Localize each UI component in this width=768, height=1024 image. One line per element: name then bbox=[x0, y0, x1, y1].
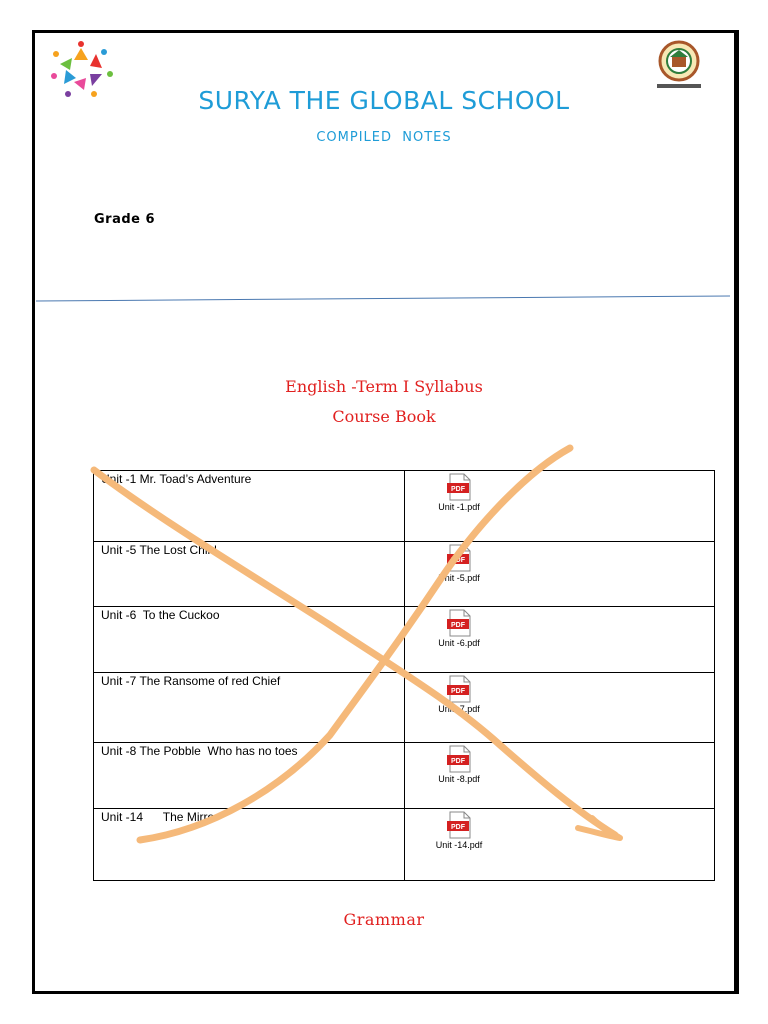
pdf-file-icon bbox=[446, 473, 472, 501]
unit-name-cell bbox=[94, 471, 405, 542]
unit-name: Unit -7 The Ransome of red Chief bbox=[101, 674, 281, 688]
pdf-badge-text: PDF bbox=[451, 824, 465, 831]
table-row bbox=[94, 471, 715, 542]
pdf-file-icon bbox=[446, 609, 472, 637]
pdf-file-icon bbox=[446, 745, 472, 773]
pdf-attachment[interactable] bbox=[429, 609, 489, 648]
pdf-file-name: Unit -14.pdf bbox=[435, 840, 483, 850]
school-name: SURYA THE GLOBAL SCHOOL bbox=[198, 86, 570, 115]
grammar-title: Grammar bbox=[343, 910, 425, 929]
unit-name-cell bbox=[94, 673, 405, 743]
pdf-file-name: Unit -7.pdf bbox=[438, 704, 480, 714]
course-book-title: Course Book bbox=[332, 407, 436, 426]
pdf-file-name: Unit -6.pdf bbox=[438, 638, 480, 648]
pdf-file-icon bbox=[446, 544, 472, 572]
pdf-file-icon bbox=[446, 811, 472, 839]
pdf-badge-text: PDF bbox=[451, 758, 465, 765]
pdf-badge-text: PDF bbox=[451, 486, 465, 493]
pdf-attachment[interactable] bbox=[429, 675, 489, 714]
table-row bbox=[94, 673, 715, 743]
unit-name: Unit -8 The Pobble Who has no toes bbox=[101, 744, 298, 758]
unit-file-cell bbox=[405, 542, 715, 607]
unit-file-cell bbox=[405, 471, 715, 542]
unit-name-cell bbox=[94, 809, 405, 881]
unit-file-cell bbox=[405, 673, 715, 743]
unit-name: Unit -1 Mr. Toad’s Adventure bbox=[101, 472, 252, 486]
header-divider bbox=[36, 294, 730, 304]
cbse-emblem-logo bbox=[648, 37, 710, 93]
pdf-file-name: Unit -5.pdf bbox=[438, 573, 480, 583]
pdf-attachment[interactable] bbox=[429, 473, 489, 512]
pdf-file-name: Unit -8.pdf bbox=[438, 774, 480, 784]
pdf-attachment[interactable] bbox=[429, 544, 489, 583]
pdf-file-icon bbox=[446, 675, 472, 703]
syllabus-title: English -Term I Syllabus bbox=[285, 377, 483, 396]
unit-name-cell bbox=[94, 607, 405, 673]
table-row bbox=[94, 542, 715, 607]
bottom-rule bbox=[32, 991, 738, 992]
unit-name: Unit -14 The Mirror bbox=[101, 810, 219, 824]
grade-label: Grade 6 bbox=[94, 212, 156, 227]
unit-name-cell bbox=[94, 743, 405, 809]
table-row bbox=[94, 743, 715, 809]
unit-name: Unit -5 The Lost Child bbox=[101, 543, 217, 557]
pdf-attachment[interactable] bbox=[429, 811, 489, 850]
table-row bbox=[94, 607, 715, 673]
unit-name-cell bbox=[94, 542, 405, 607]
pdf-badge-text: PDF bbox=[451, 557, 465, 564]
pdf-badge-text: PDF bbox=[451, 688, 465, 695]
units-table bbox=[93, 470, 715, 881]
unit-file-cell bbox=[405, 743, 715, 809]
pdf-badge-text: PDF bbox=[451, 622, 465, 629]
pdf-file-name: Unit -1.pdf bbox=[438, 502, 480, 512]
unit-name: Unit -6 To the Cuckoo bbox=[101, 608, 220, 622]
notes-subtitle: COMPILED NOTES bbox=[316, 130, 452, 145]
unit-file-cell bbox=[405, 809, 715, 881]
pdf-attachment[interactable] bbox=[429, 745, 489, 784]
unit-file-cell bbox=[405, 607, 715, 673]
table-row bbox=[94, 809, 715, 881]
